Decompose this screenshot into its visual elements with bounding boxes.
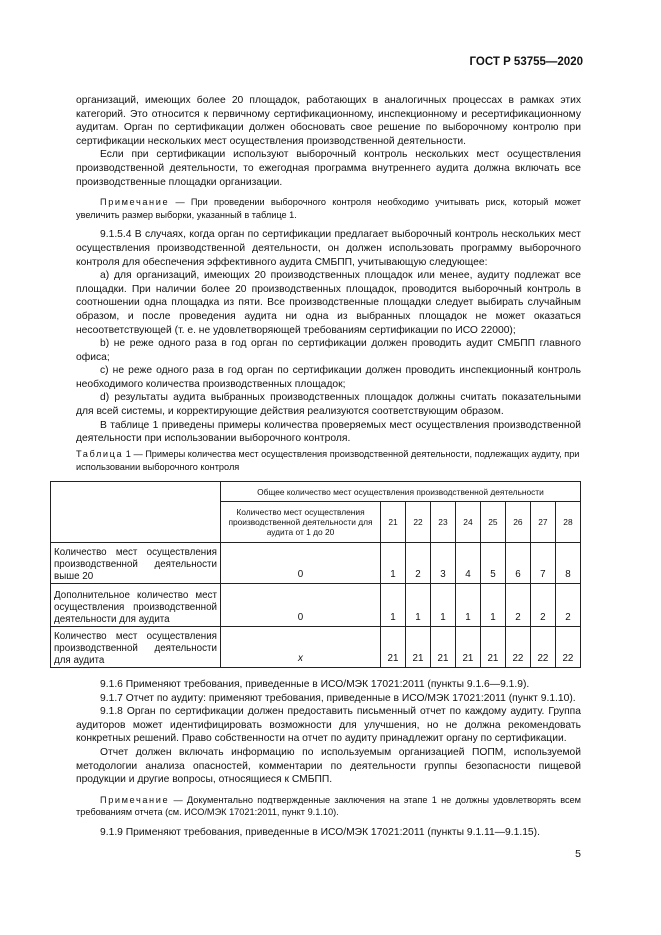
table-cell: 1: [405, 584, 430, 627]
table-cell: 4: [455, 543, 480, 584]
table-cell: 22: [530, 627, 555, 668]
table-cell: 22: [555, 627, 580, 668]
note-label: Примечание: [100, 794, 170, 805]
table-cell: 2: [530, 584, 555, 627]
paragraph: 9.1.5.4 В случаях, когда орган по сертификации предлагает выборочный контроль нескольких мест осуществления производственной деятельности, он должен использовать программу выборочного контроля для обеспечения эффективного аудита СМБПП, учитывающую следующее:: [76, 229, 581, 268]
table-cell: 2: [405, 543, 430, 584]
table-cell: 1: [430, 584, 455, 627]
row-label: Количество мест осуществления производственной деятельности для аудита: [51, 627, 221, 668]
paragraph: организаций, имеющих более 20 площадок, работающих в аналогичных процессах в рамках этих категорий. Это относится к первичному сертификационному, инспекционному и ресертификационному аудитам. Орган по сертификации должен обосновать свое решение по выборочному контролю при сертификации нескольких мест осуществления производственной деятельности.: [76, 95, 581, 147]
table-cell: 5: [480, 543, 505, 584]
note-text: — При проведении выборочного контроля необходимо учитывать риск, который может увеличить размер выборки, указанный в таблице 1.: [76, 197, 581, 220]
table-cell: 2: [505, 584, 530, 627]
table-caption: [76, 448, 581, 473]
table-column-header: 25: [480, 502, 505, 543]
paragraph: 9.1.9 Применяют требования, приведенные в ИСО/МЭК 17021:2011 (пункты 9.1.11—9.1.15).: [100, 826, 540, 838]
table-cell: 1: [480, 584, 505, 627]
document-header: ГОСТ Р 53755—2020: [469, 56, 583, 68]
table-cell: 7: [530, 543, 555, 584]
table-column-header: 28: [555, 502, 580, 543]
table-cell: 0: [221, 543, 381, 584]
list-item: d) результаты аудита выбранных производственных площадок должны считать показательными для всей системы, и корректирующие действия реализуются соответствующим образом.: [76, 392, 581, 418]
table-cell: x: [221, 627, 381, 668]
table-cell: 3: [430, 543, 455, 584]
paragraph: 9.1.6 Применяют требования, приведенные в ИСО/МЭК 17021:2011 (пункты 9.1.6—9.1.9).: [100, 679, 530, 690]
note: [76, 196, 581, 221]
table-row: [51, 627, 581, 668]
text-block-1: [76, 94, 581, 446]
table-corner-cell: [51, 482, 221, 543]
table-column-header: 24: [455, 502, 480, 543]
note-label: Примечание: [100, 197, 170, 208]
paragraph: 9.1.8 Орган по сертификации должен предоставить письменный отчет по каждому аудиту. Группа аудиторов может идентифицировать возможности для улучшения, но не должна рекомендовать конкретных решений. Право собственности на отчет по аудиту принадлежит органу по сертификации.: [76, 706, 581, 745]
paragraph: 9.1.7 Отчет по аудиту: применяют требования, приведенные в ИСО/МЭК 17021:2011 (пункт 9.1.10).: [100, 692, 576, 704]
paragraph: В таблице 1 приведены примеры количества проверяемых мест осуществления производственной деятельности при использовании выборочного контроля.: [76, 419, 581, 445]
sampling-table: [50, 481, 581, 668]
table-subheader: Количество мест осуществления производственной деятельности для аудита от 1 до 20: [221, 502, 381, 543]
table-caption-label: Таблица: [76, 449, 124, 459]
table-cell: 1: [455, 584, 480, 627]
table-cell: 1: [381, 543, 406, 584]
list-item: a) для организаций, имеющих 20 производственных площадок или менее, аудиту подлежат все площадки. При наличии более 20 производственных площадок, проводится выборочный контроль в соотношении одна площадка из пяти. Все производственные площадки следует выбирать случайным образом, и после проведения аудита ни одна из выбранных площадок не может оказаться несоответствующей (т. е. не удовлетворяющей требованиям сертификации по ИСО 22000);: [76, 270, 581, 336]
table-group-header: Общее количество мест осуществления производственной деятельности: [221, 482, 581, 502]
table-column-header: 27: [530, 502, 555, 543]
table-cell: 21: [405, 627, 430, 668]
table-caption-text: 1 — Примеры количества мест осуществления производственной деятельности, подлежащих аудиту, при использовании выборочного контроля: [76, 449, 580, 472]
row-label: Количество мест осуществления производственной деятельности выше 20: [51, 543, 221, 584]
text-block-2: [76, 678, 581, 840]
table-cell: 2: [555, 584, 580, 627]
table-cell: 22: [505, 627, 530, 668]
list-item: b) не реже одного раза в год орган по сертификации должен проводить аудит СМБПП главного офиса;: [76, 338, 581, 363]
table-column-header: 22: [405, 502, 430, 543]
note: [76, 794, 581, 819]
table-cell: 1: [381, 584, 406, 627]
table-row: [51, 584, 581, 627]
note-text: — Документально подтвержденные заключения на этапе 1 не должны удовлетворять всем требованиям отчета (см. ИСО/МЭК 17021:2011, пункт 9.1.10).: [76, 794, 581, 818]
table-column-header: 23: [430, 502, 455, 543]
table-cell: 21: [455, 627, 480, 668]
table-column-header: 26: [505, 502, 530, 543]
table-cell: 21: [480, 627, 505, 668]
table-cell: 21: [381, 627, 406, 668]
table-row: [51, 543, 581, 584]
list-item: c) не реже одного раза в год орган по сертификации должен проводить инспекционный контроль необходимого количества производственных площадок;: [76, 365, 581, 390]
table-cell: 0: [221, 584, 381, 627]
row-label: Дополнительное количество мест осуществления производственной деятельности для аудита: [51, 584, 221, 627]
table-cell: 8: [555, 543, 580, 584]
paragraph: Отчет должен включать информацию по используемым организацией ПОПМ, используемой методологии анализа опасностей, комментарии по деятельности группы безопасности пищевой продукции и другие вопросы, относящиеся к СМБПП.: [76, 746, 581, 786]
page-number: 5: [575, 848, 581, 860]
table-cell: 21: [430, 627, 455, 668]
table-column-header: 21: [381, 502, 406, 543]
table-cell: 6: [505, 543, 530, 584]
paragraph: Если при сертификации используют выборочный контроль нескольких мест осуществления производственной деятельности, то ежегодная программа внутреннего аудита должна включать все производственные площадки организации.: [76, 149, 581, 188]
